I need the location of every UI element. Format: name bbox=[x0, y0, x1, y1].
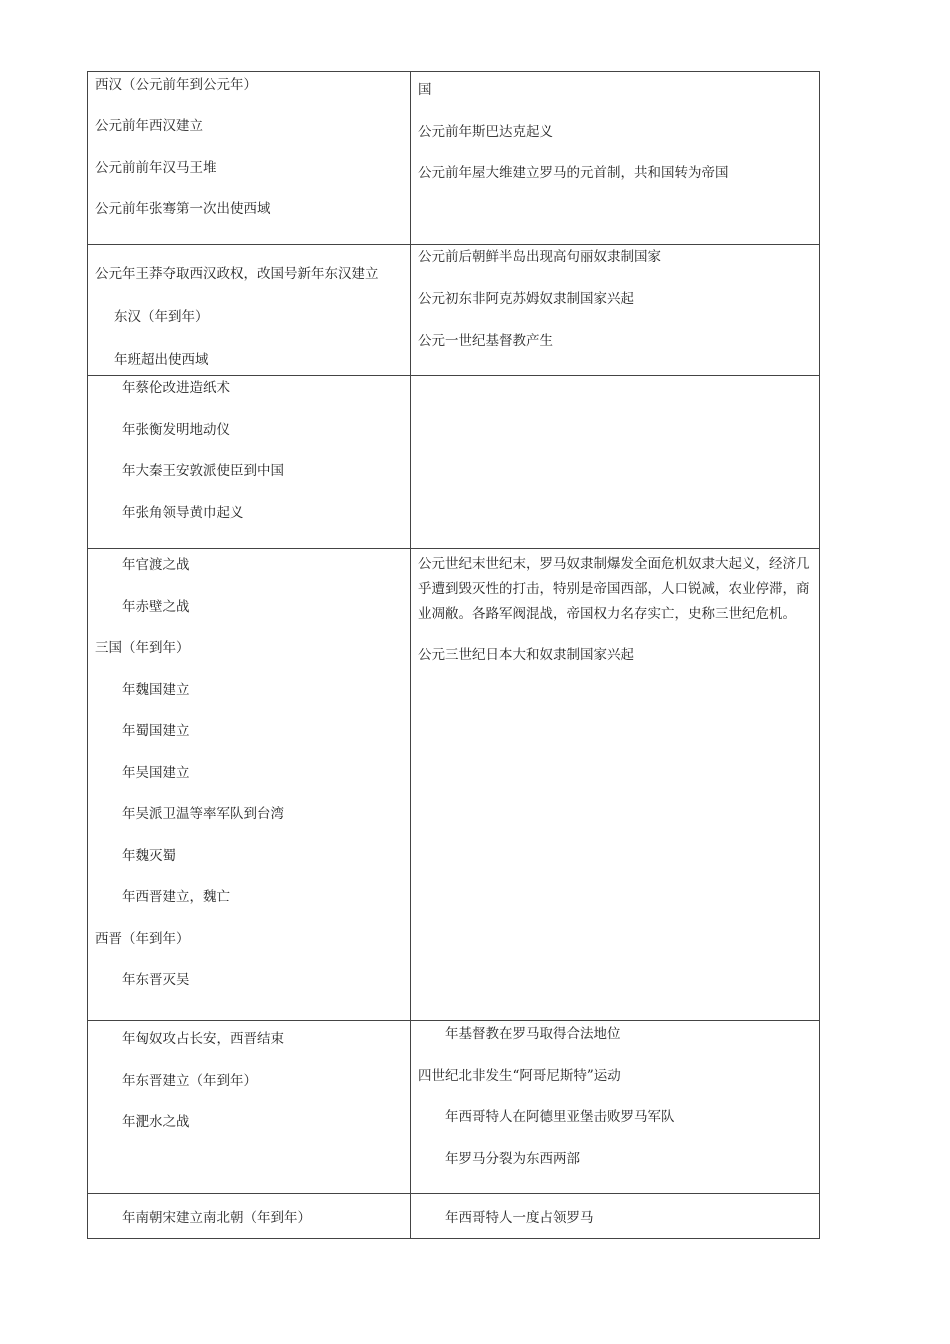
event-line: 公元年王莽夺取西汉政权，改国号新年东汉建立 bbox=[95, 266, 379, 282]
event-line: 年张衡发明地动仪 bbox=[122, 422, 230, 438]
event-line: 年西哥特人一度占领罗马 bbox=[445, 1210, 594, 1226]
event-line: 年吴国建立 bbox=[122, 765, 190, 781]
event-line: 年大秦王安敦派使臣到中国 bbox=[122, 463, 284, 479]
world-history-cell bbox=[411, 72, 820, 245]
event-line: 年赤壁之战 bbox=[122, 599, 190, 615]
event-line: 年吴派卫温等率军队到台湾 bbox=[122, 806, 284, 822]
table-row bbox=[88, 1021, 820, 1194]
event-line: 公元前年张骞第一次出使西域 bbox=[95, 201, 271, 217]
event-line: 年西晋建立，魏亡 bbox=[122, 889, 230, 905]
event-line: 公元前年西汉建立 bbox=[95, 118, 203, 134]
chinese-history-cell bbox=[88, 549, 411, 1021]
event-line: 年罗马分裂为东西两部 bbox=[445, 1151, 580, 1167]
event-line: 公元三世纪日本大和奴隶制国家兴起 bbox=[418, 647, 634, 663]
event-line: 四世纪北非发生“阿哥尼斯特”运动 bbox=[418, 1068, 621, 1084]
history-timeline-table bbox=[87, 71, 820, 1239]
event-line: 公元初东非阿克苏姆奴隶制国家兴起 bbox=[418, 291, 634, 307]
period-heading: 年南朝宋建立南北朝（年到年） bbox=[122, 1210, 311, 1226]
event-line: 公元前后朝鲜半岛出现高句丽奴隶制国家 bbox=[418, 249, 661, 265]
event-line: 公元前年屋大维建立罗马的元首制，共和国转为帝国 bbox=[418, 165, 729, 181]
chinese-history-cell bbox=[88, 1194, 411, 1239]
table-row bbox=[88, 549, 820, 1021]
event-line: 年东晋灭吴 bbox=[122, 972, 190, 988]
event-line: 年官渡之战 bbox=[122, 557, 190, 573]
world-history-cell bbox=[411, 245, 820, 376]
event-line: 公元前年斯巴达克起义 bbox=[418, 124, 553, 140]
event-line: 年淝水之战 bbox=[122, 1114, 190, 1130]
event-line: 年蔡伦改进造纸术 bbox=[122, 380, 230, 396]
table-row bbox=[88, 376, 820, 549]
world-history-cell bbox=[411, 376, 820, 549]
period-heading: 西汉（公元前年到公元年） bbox=[95, 77, 257, 93]
event-line: 公元前前年汉马王堆 bbox=[95, 160, 217, 176]
event-line: 年匈奴攻占长安，西晋结束 bbox=[122, 1031, 284, 1047]
period-heading: 三国（年到年） bbox=[95, 640, 190, 656]
chinese-history-cell bbox=[88, 245, 411, 376]
event-line: 年基督教在罗马取得合法地位 bbox=[445, 1026, 621, 1042]
event-line: 年班超出使西域 bbox=[114, 352, 209, 368]
world-history-cell bbox=[411, 1021, 820, 1194]
world-history-cell bbox=[411, 1194, 820, 1239]
period-heading: 年东晋建立（年到年） bbox=[122, 1073, 257, 1089]
world-history-cell bbox=[411, 549, 820, 1021]
table-row bbox=[88, 1194, 820, 1239]
event-line: 年张角领导黄巾起义 bbox=[122, 505, 244, 521]
event-line: 国 bbox=[418, 82, 432, 98]
period-heading: 东汉（年到年） bbox=[114, 309, 209, 325]
event-line: 年魏灭蜀 bbox=[122, 848, 176, 864]
event-line: 年西哥特人在阿德里亚堡击败罗马军队 bbox=[445, 1109, 675, 1125]
event-line: 年魏国建立 bbox=[122, 682, 190, 698]
chinese-history-cell bbox=[88, 1021, 411, 1194]
chinese-history-cell bbox=[88, 376, 411, 549]
event-line: 公元一世纪基督教产生 bbox=[418, 333, 553, 349]
table-row bbox=[88, 72, 820, 245]
period-heading: 西晋（年到年） bbox=[95, 931, 190, 947]
event-paragraph: 公元世纪末世纪末，罗马奴隶制爆发全面危机奴隶大起义，经济几乎遭到毁灭性的打击，特别是帝国西部，人口锐减，农业停滞，商业凋敝。各路军阀混战，帝国权力名存实亡，史称三世纪危机。 bbox=[418, 556, 810, 622]
event-line: 年蜀国建立 bbox=[122, 723, 190, 739]
chinese-history-cell bbox=[88, 72, 411, 245]
table-row bbox=[88, 245, 820, 376]
